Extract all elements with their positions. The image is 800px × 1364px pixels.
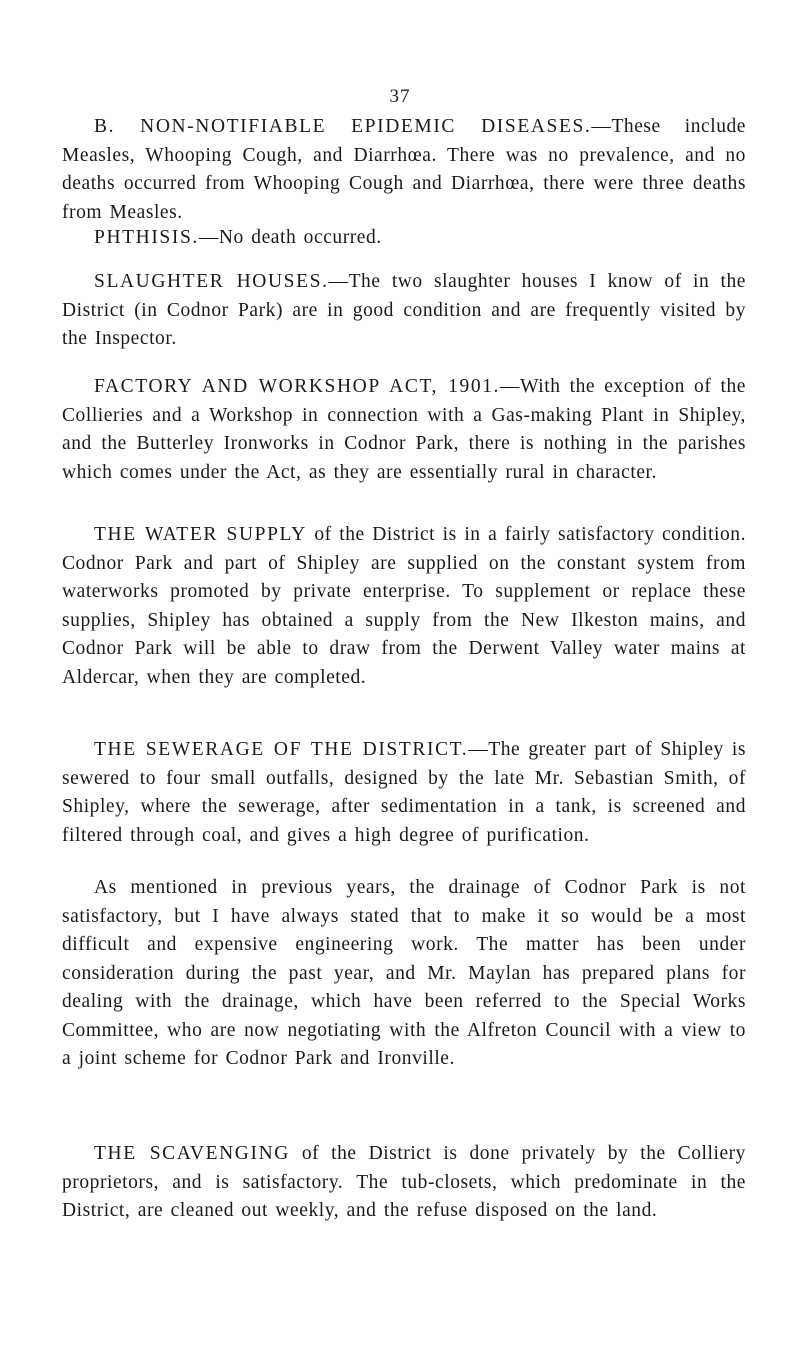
paragraph-body: of the District is in a fairly satisfactory condition. Codnor Park and part of Shipley are supplied on the constant system from waterworks promoted by private enterprise. To supplement or replace these supplies, Shipley has obtained a supply from the New Ilkeston mains, and Codnor Park will be able to draw from the Derwent Valley water mains at Aldercar, when they are completed. xyxy=(62,524,746,688)
paragraph-heading: THE WATER SUPPLY xyxy=(94,524,307,545)
paragraph-body: —The two slaughter houses I know of in the District (in Codnor Park) are in good condition and are frequently visited by the Inspector. xyxy=(62,271,746,349)
paragraph-body: of the District is done privately by the Colliery proprietors, and is satisfactory. The tub-closets, which predominate in the District, are cleaned out weekly, and the refuse disposed on the land. xyxy=(62,1143,746,1221)
paragraph-scavenging xyxy=(62,1140,746,1226)
paragraph-body: —These include Measles, Whooping Cough, and Diarrhœa. There was no prevalence, and no deaths occurred from Whooping Cough and Diarrhœa, there were three deaths from Measles. xyxy=(62,116,747,223)
paragraph-codnor-park-drainage xyxy=(62,874,746,1074)
paragraph-slaughter-houses xyxy=(62,268,746,354)
paragraph-body: —With the exception of the Collieries and a Workshop in connection with a Gas-making Plant in Shipley, and the Butterley Ironworks in Codnor Park, there is nothing in the parishes which comes under the Act, as they are essentially rural in character. xyxy=(62,376,746,483)
paragraph-factory-workshop-act xyxy=(62,373,746,487)
paragraph-non-notifiable-diseases xyxy=(62,113,746,227)
page-number: 37 xyxy=(389,86,411,107)
paragraph-phthisis xyxy=(62,224,746,253)
paragraph-body: As mentioned in previous years, the drainage of Codnor Park is not satisfactory, but I have always stated that to make it so would be a most difficult and expensive engineering work. The matter has been under consideration during the past year, and Mr. Maylan has prepared plans for dealing with the drainage, which have been referred to the Special Works Committee, who are now negotiating with the Alfreton Council with a view to a joint scheme for Codnor Park and Ironville. xyxy=(62,877,746,1069)
paragraph-heading: SLAUGHTER HOUSES. xyxy=(94,271,329,292)
paragraph-water-supply xyxy=(62,521,746,692)
paragraph-heading: FACTORY AND WORKSHOP ACT, 1901. xyxy=(94,376,501,397)
paragraph-body: —The greater part of Shipley is sewered to four small outfalls, designed by the late Mr. Sebastian Smith, of Shipley, where the sewerage, after sedimentation in a tank, is screened and filtered through coal, and gives a high degree of purification. xyxy=(62,739,747,846)
paragraph-heading: THE SCAVENGING xyxy=(94,1143,290,1164)
paragraph-heading: THE SEWERAGE OF THE DISTRICT. xyxy=(94,739,469,760)
paragraph-sewerage xyxy=(62,736,746,850)
paragraph-heading: B. NON-NOTIFIABLE EPIDEMIC DISEASES. xyxy=(94,116,592,137)
paragraph-heading: PHTHISIS. xyxy=(94,227,199,248)
paragraph-body: —No death occurred. xyxy=(198,227,382,248)
